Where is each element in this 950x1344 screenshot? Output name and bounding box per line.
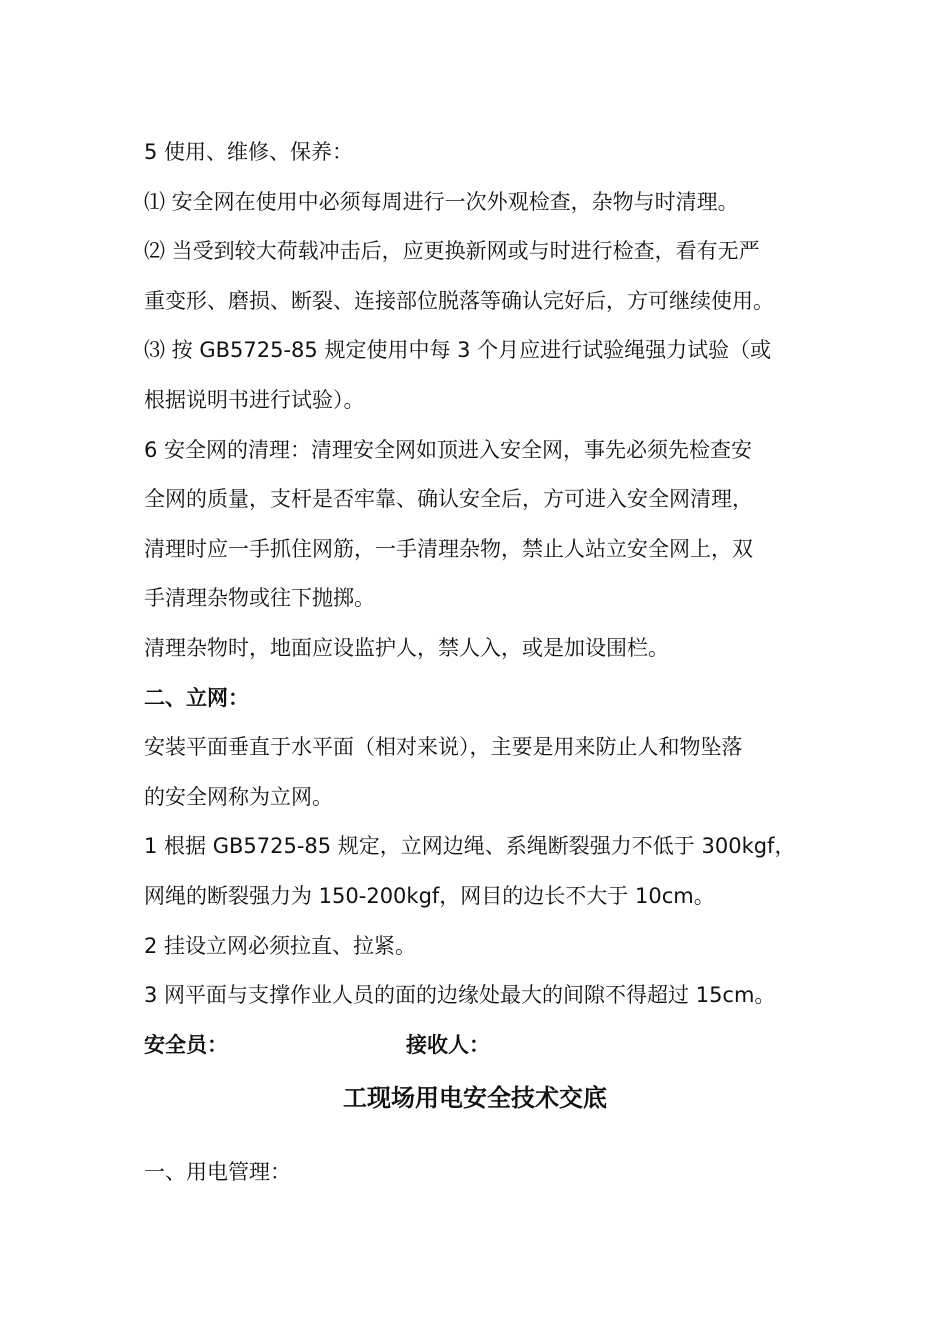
next-document-subheading: 一、用电管理： (144, 1160, 291, 1184)
vertical-net-rule-3: 3 网平面与支撑作业人员的面的边缘处最大的间隙不得超过 15cm。 (144, 983, 776, 1008)
section-6-line-4: 手清理杂物或往下抛掷。 (144, 586, 375, 611)
next-document-title: 工现场用电安全技术交底 (343, 1084, 607, 1112)
section-5-item-2-line-2: 重变形、磨损、断裂、连接部位脱落等确认完好后，方可继续使用。 (144, 288, 774, 313)
receiver-label: 接收人： (406, 1032, 490, 1057)
vertical-net-rule-1-line-2: 网绳的断裂强力为 150-200kgf，网目的边长不大于 10cm。 (144, 883, 715, 908)
signature-row (144, 1021, 824, 1071)
safety-officer-label: 安全员： (144, 1032, 228, 1057)
section-5-item-3-line-1: ⑶ 按 GB5725-85 规定使用中每 3 个月应进行试验绳强力试验（或 (144, 338, 772, 363)
section-5-item-3-line-2: 根据说明书进行试验）。 (144, 387, 365, 412)
section-6-line-2: 全网的质量，支杆是否牢靠、确认安全后，方可进入安全网清理， (144, 487, 753, 512)
vertical-net-desc-line-1: 安装平面垂直于水平面（相对来说），主要是用来防止人和物坠落 (144, 735, 743, 760)
section-5-heading: 5 使用、维修、保养： (144, 140, 354, 164)
vertical-net-rule-2: 2 挂设立网必须拉直、拉紧。 (144, 933, 417, 958)
section-6-line-5: 清理杂物时，地面应设监护人，禁人入，或是加设围栏。 (144, 635, 669, 660)
vertical-net-desc-line-2: 的安全网称为立网。 (144, 784, 333, 809)
document-body (144, 128, 824, 1070)
section-5-item-1: ⑴ 安全网在使用中必须每周进行一次外观检查，杂物与时清理。 (144, 189, 739, 214)
section-6-line-1: 6 安全网的清理：清理安全网如顶进入安全网，事先必须先检查安 (144, 437, 753, 462)
vertical-net-heading: 二、立网： (144, 685, 249, 710)
vertical-net-rule-1-line-1: 1 根据 GB5725-85 规定，立网边绳、系绳断裂强力不低于 300kgf， (144, 834, 796, 859)
section-5-item-2-line-1: ⑵ 当受到较大荷载冲击后，应更换新网或与时进行检查，看有无严 (144, 239, 760, 264)
section-6-line-3: 清理时应一手抓住网筋，一手清理杂物，禁止人站立安全网上，双 (144, 536, 753, 561)
